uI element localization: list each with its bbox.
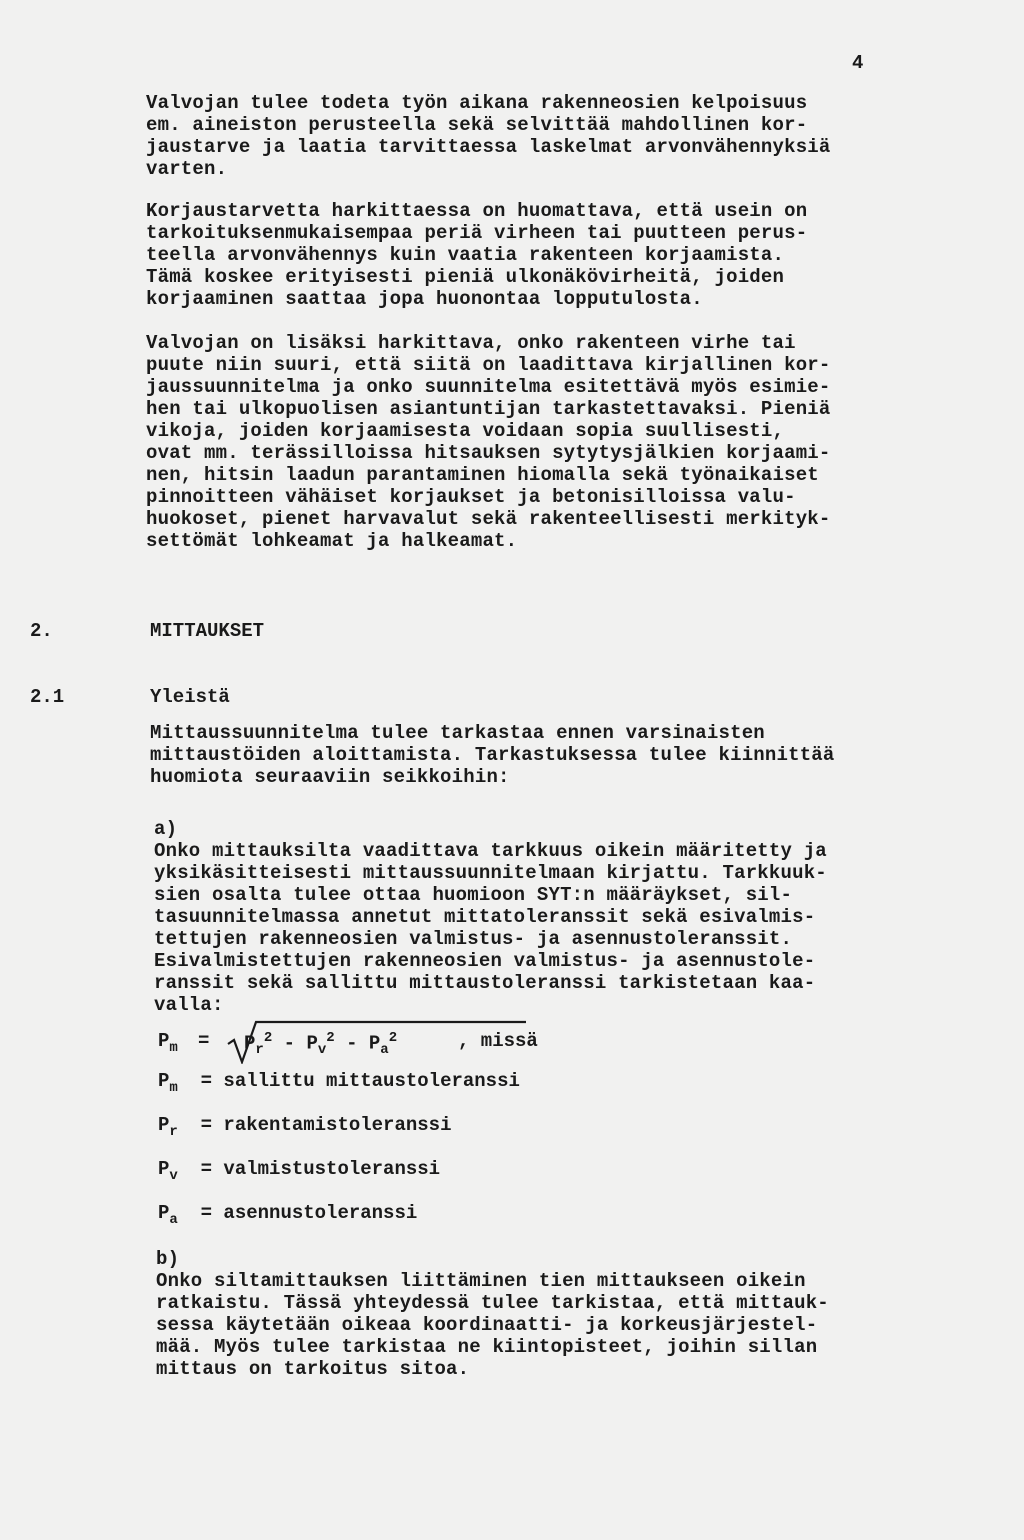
formula-equals: = bbox=[198, 1030, 210, 1052]
section-title: MITTAUKSET bbox=[150, 620, 265, 642]
formula-radicand: $P_r^2 - P_v^2 - P_a^2$ bbox=[244, 1030, 398, 1059]
paragraph-correction-need: Korjaustarvetta harkittaessa on huomattava, että usein on tarkoituksenmukaisempaa periä virheen tai puutteen perus- teella arvonvähennys kuin vaatia rakenteen korjaamista. Tämä koskee erityisesti pieniä ulkonäkövirheitä, joiden korjaaminen saattaa jopa huonontaa lopputulosta. bbox=[146, 200, 808, 310]
paragraph-supervisor-duty: Valvojan tulee todeta työn aikana rakenneosien kelpoisuus em. aineiston perusteella sekä selvittää mahdollinen kor- jaustarve ja laatia tarvittaessa laskelmat arvonvähennyksiä varten. bbox=[146, 92, 831, 180]
definition-pm: $P_m$ = sallittu mittaustoleranssi bbox=[158, 1070, 520, 1096]
definition-pr: $P_r$ = rakentamistoleranssi bbox=[158, 1114, 452, 1140]
definition-pv: $P_v$ = valmistustoleranssi bbox=[158, 1158, 441, 1184]
item-a-text: Onko mittauksilta vaadittava tarkkuus oikein määritetty ja yksikäsitteisesti mittaussuunnitelmaan kirjattu. Tarkkuuk- sien osalta tulee ottaa huomioon SYT:n määräykset, sil- tasuunnitelmassa annetut mittatoleranssit sekä esivalmis- tettujen rakenneosien valmistus- ja asennustoleranssit. Esivalmistettujen rakenneosien valmistus- ja asennustole- ranssit sekä sallittu mittaustoleranssi tarkistetaan kaa- valla: bbox=[154, 840, 827, 1016]
item-a-label: a) bbox=[154, 818, 178, 840]
paragraph-repair-plan: Valvojan on lisäksi harkittava, onko rakenteen virhe tai puute niin suuri, että siitä on laadittava kirjallinen kor- jaussuunnitelma ja onko suunnitelma esitettävä myös esimie- hen tai ulkopuolisen asiantuntijan tarkastettavaksi. Pieniä vikoja, joiden korjaamisesta voidaan sopia suullisesti, ovat mm. terässilloissa hitsauksen sytytysjälkien korjaami- nen, hitsin laadun parantaminen hiomalla sekä työnaikaiset pinnoitteen vähäiset korjaukset ja betonisilloissa valu- huokoset, pienet harvavalut sekä rakenteellisesti merkityk- settömät lohkeamat ja halkeamat. bbox=[146, 332, 831, 552]
subsection-title: Yleistä bbox=[150, 686, 230, 708]
tolerance-formula bbox=[158, 1018, 658, 1068]
formula-lhs: $P_m$ bbox=[158, 1030, 178, 1056]
item-b-text: Onko siltamittauksen liittäminen tien mittaukseen oikein ratkaistu. Tässä yhteydessä tulee tarkistaa, että mittauk- sessa käytetään oikeaa koordinaatti- ja korkeusjärjestel- mää. Myös tulee tarkistaa ne kiintopisteet, joihin sillan mittaus on tarkoitus sitoa. bbox=[156, 1270, 829, 1380]
section-number: 2. bbox=[30, 620, 53, 642]
paragraph-measurement-plan: Mittaussuunnitelma tulee tarkastaa ennen varsinaisten mittaustöiden aloittamista. Tarkastuksessa tulee kiinnittää huomiota seuraaviin seikkoihin: bbox=[150, 722, 835, 788]
page-number: 4 bbox=[852, 52, 864, 74]
definition-pa: $P_a$ = asennustoleranssi bbox=[158, 1202, 418, 1228]
formula-tail: , missä bbox=[458, 1030, 538, 1052]
item-b-label: b) bbox=[156, 1248, 180, 1270]
subsection-number: 2.1 bbox=[30, 686, 65, 708]
